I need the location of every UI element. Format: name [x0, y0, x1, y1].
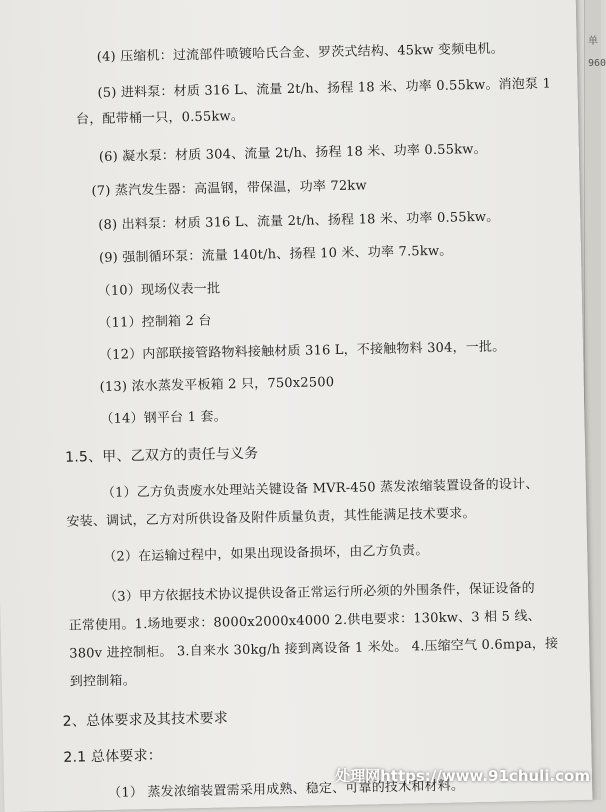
duty-3-line-3: 380v 进控制柜。 3.自来水 30kg/h 接到离设备 1 米处。 4.压缩空气 0.6mpa，接 [69, 636, 559, 662]
item-10-instruments: （10）现场仪表一批 [97, 281, 221, 300]
requirement-1: （1） 蒸发浓缩装置需采用成熟、稳定、可靠的技术和材料。 [108, 778, 465, 801]
duty-3-line-1: （3）甲方依据技术协议提供设备正常运行所必须的外围条件，保证设备的 [103, 580, 536, 605]
duty-2: （2）在运输过程中，如果出现设备损坏，由乙方负责。 [103, 543, 429, 565]
site-watermark: 处理网https://www.91chuli.com [335, 767, 590, 785]
item-5-feed-pump-cont: 台，配带桶一只，0.55kw。 [75, 108, 245, 128]
duty-1-line-2: 安装、调试，乙方对所供设备及附件质量负责，其性能满足技术要求。 [66, 506, 476, 530]
adjacent-page-fragment-top: 单 [588, 36, 598, 47]
section-2-1-heading: 2.1 总体要求： [63, 747, 163, 766]
item-13-evaporation-box: (13) 浓水蒸发平板箱 2 只，750x2500 [99, 375, 335, 395]
item-12-piping: （12）内部联接管路物料接触材质 316 L，不接触物料 304，一批。 [98, 339, 506, 363]
item-14-steel-platform: （14）钢平台 1 套。 [100, 409, 227, 427]
item-4-compressor: (4) 压缩机：过流部件喷镀哈氏合金、罗茨式结构、45kw 变频电机。 [96, 41, 505, 65]
duty-3-line-4: 到控制箱。 [69, 673, 137, 690]
item-8-discharge-pump: (8) 出料泵：材质 316 L、流量 2t/h、扬程 18 米、功率 0.55kw。 [98, 209, 500, 233]
item-6-condensate-pump: (6) 凝水泵：材质 304、流量 2t/h、扬程 18 米、功率 0.55kw。 [98, 141, 487, 165]
duty-1-line-1: （1）乙方负责废水处理站关键设备 MVR-450 蒸发浓缩装置设备的设计、 [101, 476, 539, 501]
item-7-steam-generator: (7) 蒸汽发生器：高温钢，带保温，功率 72kw [91, 178, 367, 200]
section-2-heading: 2、总体要求及其技术要求 [62, 710, 229, 730]
section-1-5-heading: 1.5、甲、乙双方的责任与义务 [64, 445, 259, 466]
item-5-feed-pump: (5) 进料泵：材质 316 L、流量 2t/h、扬程 18 米、功率 0.55kw。消泡泵 1 [97, 76, 552, 101]
adjacent-page-fragment-mid: 960 [588, 58, 606, 69]
item-11-control-box: （11）控制箱 2 台 [98, 313, 212, 331]
duty-3-line-2: 正常使用。1.场地要求：8000x2000x4000 2.供电要求：130kw、3 相 5 线、 [68, 608, 541, 634]
item-9-circulation-pump: (9) 强制循环泵：流量 140t/h、扬程 10 米、功率 7.5kw。 [98, 243, 453, 266]
